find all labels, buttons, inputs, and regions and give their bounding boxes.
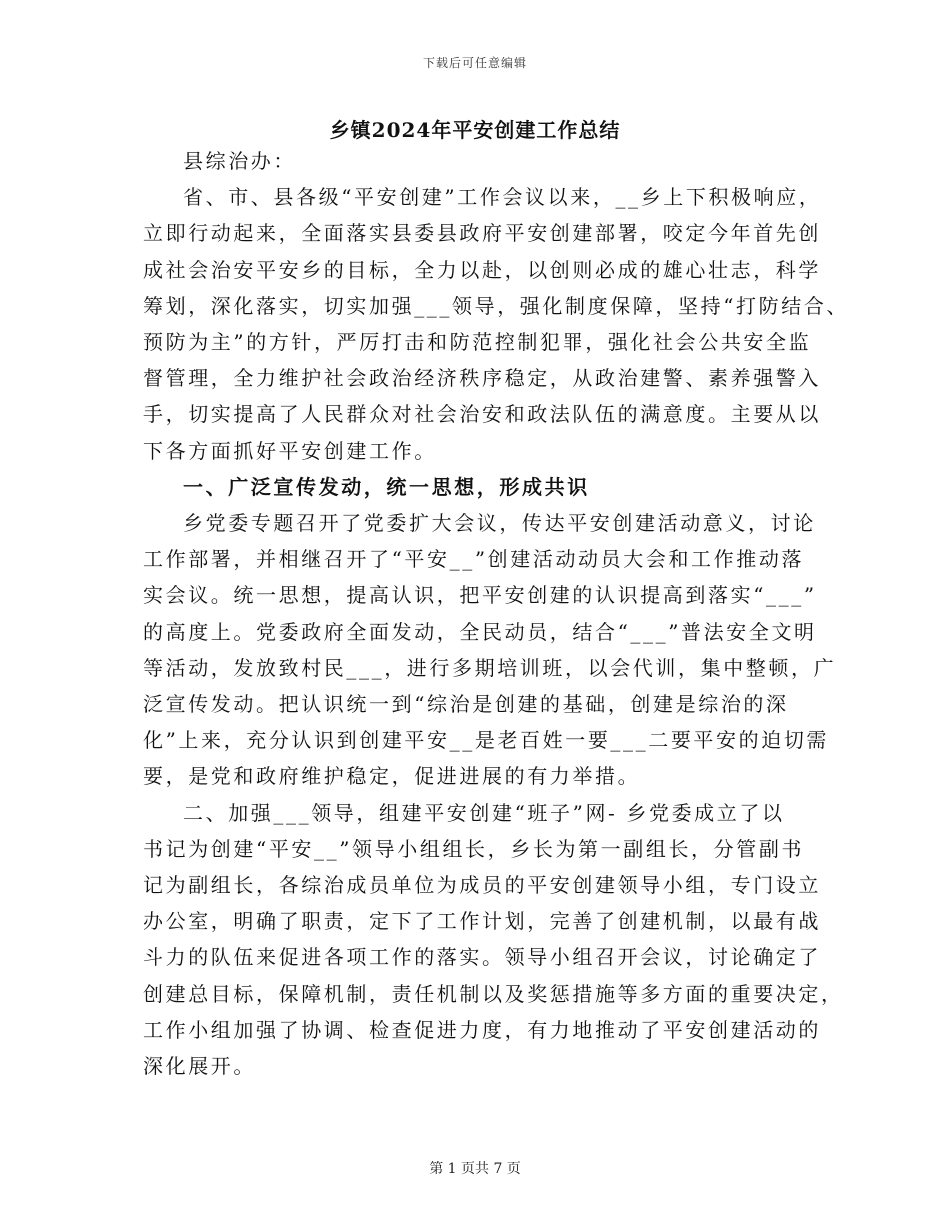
paragraph-line: 督管理，全力维护社会政治经济秩序稳定，从政治建警、素养强警入: [143, 366, 821, 391]
paragraph-line: 等活动，发放致村民___，进行多期培训班，以会代训，集中整顿，广: [143, 655, 837, 680]
paragraph-line: 下各方面抓好平安创建工作。: [143, 438, 437, 463]
paragraph-line: 创建总目标，保障机制，责任机制以及奖惩措施等多方面的重要决定，: [143, 981, 844, 1006]
paragraph-line: 工作部署，并相继召开了“平安__”创建活动动员大会和工作推动落: [143, 547, 805, 572]
paragraph-line: 书记为创建“平安__”领导小组组长，乡长为第一副组长，分管副书: [143, 836, 805, 861]
paragraph-line: 化”上来，充分认识到创建平安__是老百姓一要___二要平安的迫切需: [143, 728, 830, 753]
header-note: 下载后可任意编辑: [422, 56, 527, 70]
paragraph-line: 筹划，深化落实，切实加强___领导，强化制度保障，坚持“打防结合、: [143, 293, 850, 318]
paragraph-line: 泛宣传发动。把认识统一到“综治是创建的基础，创建是综治的深: [143, 692, 789, 717]
paragraph-line: 记为副组长，各综治成员单位为成员的平安创建领导小组，专门设立: [143, 873, 821, 898]
paragraph-line: 预防为主”的方针，严厉打击和防范控制犯罪，强化社会公共安全监: [143, 330, 812, 355]
paragraph-line: 手，切实提高了人民群众对社会治安和政法队伍的满意度。主要从以: [143, 402, 821, 427]
paragraph-line: 深化展开。: [143, 1054, 256, 1079]
document-title: 乡镇2024年平安创建工作总结: [329, 118, 621, 142]
paragraph-line: 工作小组加强了协调、检查促进力度，有力地推动了平安创建活动的: [143, 1017, 821, 1042]
paragraph-line: 实会议。统一思想，提高认识，把平安创建的认识提高到落实“___”: [143, 583, 817, 608]
paragraph-line: 办公室，明确了职责，定下了工作计划，完善了创建机制，以最有战: [143, 909, 821, 934]
paragraph-line: 省、市、县各级“平安创建”工作会议以来，__乡上下积极响应，: [183, 185, 822, 210]
salutation: 县综治办：: [183, 149, 296, 173]
section-heading: 一、广泛宣传发动，统一思想，形成共识: [183, 474, 590, 499]
paragraph-line: 斗力的队伍来促进各项工作的落实。领导小组召开会议，讨论确定了: [143, 945, 821, 970]
paragraph-line: 成社会治安平安乡的目标，全力以赴，以创则必成的雄心壮志，科学: [143, 257, 821, 282]
document-body: [143, 143, 850, 1084]
page-footer: 第 1 页共 7 页: [429, 1161, 521, 1177]
paragraph-line: 要，是党和政府维护稳定，促进进展的有力举措。: [143, 764, 641, 789]
paragraph-line: 立即行动起来，全面落实县委县政府平安创建部署，咬定今年首先创: [143, 221, 821, 246]
paragraph-line: 乡党委专题召开了党委扩大会议，传达平安创建活动意义，讨论: [183, 511, 816, 536]
paragraph-line: 的高度上。党委政府全面发动，全民动员，结合“___”普法安全文明: [143, 619, 817, 644]
paragraph-line: 二、加强___领导，组建平安创建“班子”网- 乡党委成立了以: [183, 800, 785, 825]
